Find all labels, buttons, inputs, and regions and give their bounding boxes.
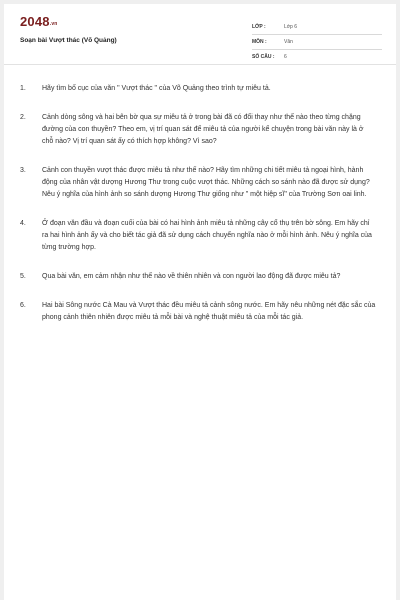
meta-row-count: [252, 50, 382, 65]
question-number: 4.: [20, 220, 26, 227]
site-logo[interactable]: 2048.vn: [20, 14, 58, 29]
question-text: Cảnh con thuyền vượt thác được miêu tả như thế nào? Hãy tìm những chi tiết miêu tả ngoại hình, hành động của nhân vật dượng Hương Thư trong cuộc vượt thác. Những cách so sánh nào đã được sử dụng? Nêu ý nghĩa của hình ảnh so sánh dượng Hương Thư giống như " một hiệp sĩ" của Trường Sơn oai linh.: [42, 167, 370, 198]
question-number: 1.: [20, 85, 26, 92]
meta-value: Văn: [284, 39, 293, 45]
question-item: [20, 300, 376, 324]
document-page: [4, 4, 396, 600]
meta-row-class: [252, 20, 382, 35]
question-list: [20, 83, 376, 341]
question-item: [20, 112, 376, 148]
meta-value: 6: [284, 54, 287, 60]
question-text: Cảnh dòng sông và hai bên bờ qua sự miêu tả ở trong bài đã có đổi thay như thế nào theo từng chặng đường của con thuyền? Theo em, vị trí quan sát để miêu tả của người kể chuyện trong bài văn này là ở chỗ nào? Vị trí quan sát ấy có thích hợp không? Vì sao?: [42, 114, 364, 145]
header-divider: [4, 64, 396, 65]
meta-label: SỐ CÂU :: [252, 54, 275, 60]
meta-label: LỚP :: [252, 24, 266, 30]
document-title: Soạn bài Vượt thác (Võ Quảng): [20, 37, 117, 44]
document-meta: [252, 20, 382, 65]
meta-label: MÔN :: [252, 39, 267, 45]
question-text: Qua bài văn, em cảm nhận như thế nào về thiên nhiên và con người lao động đã được miêu tả?: [42, 273, 341, 280]
question-item: [20, 165, 376, 201]
meta-value: Lớp 6: [284, 24, 298, 30]
question-item: [20, 83, 376, 95]
question-number: 5.: [20, 273, 26, 280]
question-number: 2.: [20, 114, 26, 121]
document-header: [4, 4, 396, 64]
question-text: Hai bài Sông nước Cà Mau và Vượt thác đều miêu tả cảnh sông nước. Em hãy nêu những nét đặc sắc của phong cảnh thiên nhiên được miêu tả mỗi bài và nghệ thuật miêu tả của mỗi tác giả.: [42, 302, 376, 321]
question-number: 3.: [20, 167, 26, 174]
question-item: [20, 271, 376, 283]
question-item: [20, 218, 376, 254]
meta-row-subject: [252, 35, 382, 50]
question-text: Ở đoạn văn đầu và đoạn cuối của bài có hai hình ảnh miêu tả những cây cổ thụ trên bờ sông. Em hãy chỉ ra hai hình ảnh ấy và cho biết tác giả đã sử dụng cách chuyển nghĩa nào ở mỗi hình ảnh. Nêu ý nghĩa của từng trường hợp.: [42, 220, 372, 251]
question-text: Hãy tìm bố cục của văn " Vượt thác " của Võ Quảng theo trình tự miêu tả.: [42, 85, 271, 92]
question-number: 6.: [20, 302, 26, 309]
